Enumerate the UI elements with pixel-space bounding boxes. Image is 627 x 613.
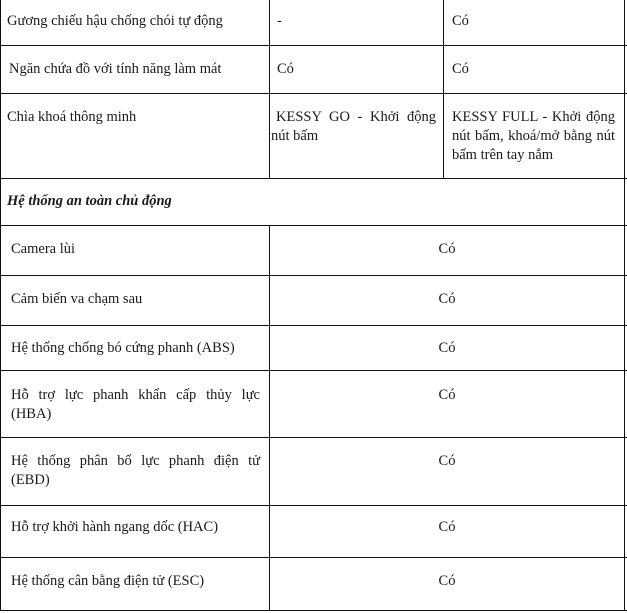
value-cell: Có: [438, 387, 456, 403]
value-cell: Có: [438, 241, 456, 257]
feature-cell: Hỗ trợ lực phanh khẩn cấp thủy lực (HBA): [11, 387, 260, 422]
value-cell: Có: [438, 519, 456, 535]
feature-cell: Hỗ trợ khởi hành ngang dốc (HAC): [11, 519, 219, 535]
table-border: [0, 225, 627, 226]
table-border: [0, 505, 627, 506]
value-cell: KESSY FULL - Khởi động nút bấm, khoá/mở bằng nút bấm trên tay nắm: [452, 109, 615, 163]
table-border: [0, 45, 627, 46]
table-border: [0, 610, 627, 611]
table-border: [0, 557, 627, 558]
value-cell: KESSY GO - Khởi động nút bấm: [271, 109, 436, 144]
feature-cell: Cảm biến va chạm sau: [11, 291, 143, 307]
table-border: [0, 437, 627, 438]
feature-cell: Hệ thống chống bó cứng phanh (ABS): [11, 340, 235, 356]
value-cell: Có: [277, 61, 294, 77]
table-border: [0, 275, 627, 276]
feature-cell: Camera lùi: [11, 241, 76, 257]
table-border: [443, 0, 444, 178]
table-border: [0, 93, 627, 94]
table-border: [0, 325, 627, 326]
value-cell: Có: [438, 340, 456, 356]
feature-cell: Hệ thống phân bổ lực phanh điện tử (EBD): [11, 453, 260, 488]
value-cell: Có: [452, 61, 469, 77]
section-title: Hệ thống an toàn chủ động: [7, 193, 172, 209]
value-cell: -: [277, 13, 282, 29]
feature-cell: Hệ thống cân bằng điện tử (ESC): [11, 573, 205, 589]
feature-cell: Chìa khoá thông minh: [7, 109, 137, 125]
value-cell: Có: [438, 453, 456, 469]
table-border: [0, 0, 1, 611]
value-cell: Có: [438, 291, 456, 307]
table-border: [269, 0, 270, 178]
value-cell: Có: [438, 573, 456, 589]
feature-cell: Ngăn chứa đồ với tính năng làm mát: [9, 61, 222, 77]
table-border: [624, 0, 625, 611]
table-border: [269, 225, 270, 611]
table-border: [0, 370, 627, 371]
table-border: [0, 178, 627, 179]
value-cell: Có: [452, 13, 469, 29]
feature-cell: Gương chiếu hậu chống chói tự động: [7, 13, 223, 29]
